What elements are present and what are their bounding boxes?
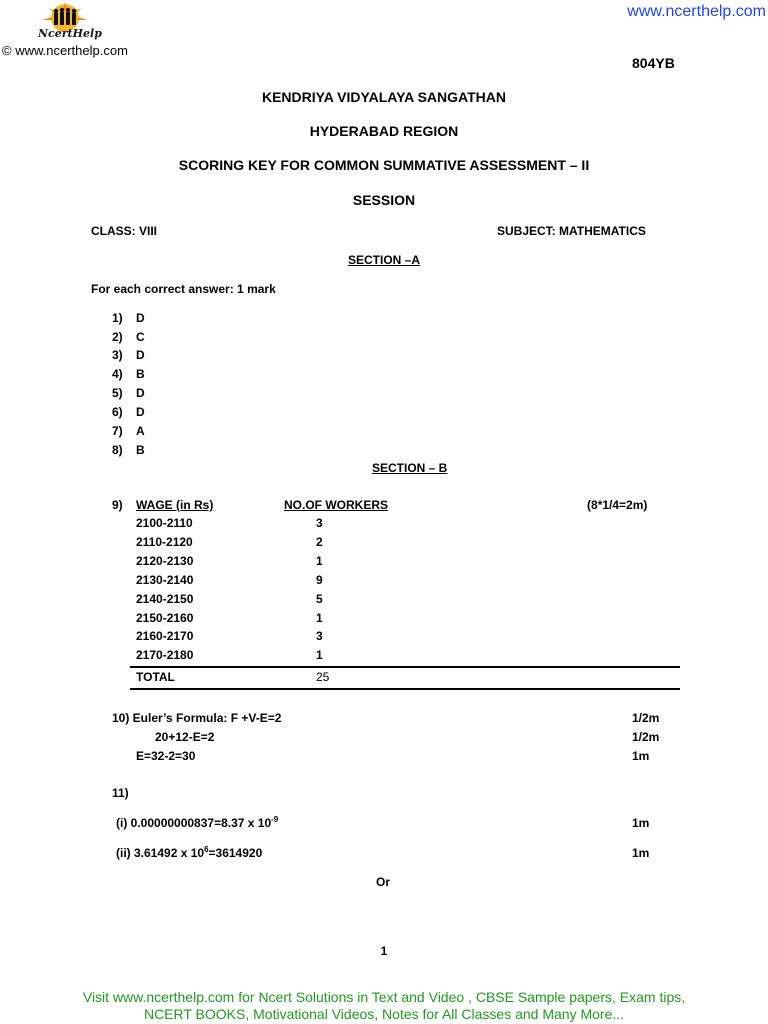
table-cell-wage: 2100-2110 xyxy=(136,516,193,530)
section-b-title: SECTION – B xyxy=(372,461,448,475)
q11-number: 11) xyxy=(112,786,129,800)
q10-line3: E=32-2=30 xyxy=(136,749,196,763)
table-cell-wage: 2140-2150 xyxy=(136,592,194,606)
answer-value: D xyxy=(136,386,145,400)
page-number: 1 xyxy=(380,944,388,958)
section-a-instruction: For each correct answer: 1 mark xyxy=(91,282,276,296)
answer-number: 4) xyxy=(112,367,123,381)
answer-number: 8) xyxy=(112,443,123,457)
q10-mark2: 1/2m xyxy=(632,730,660,744)
q11-or: Or xyxy=(376,875,391,889)
table-total-value: 25 xyxy=(316,670,330,684)
assessment-title: SCORING KEY FOR COMMON SUMMATIVE ASSESSMENT – II xyxy=(178,157,590,173)
q11-part-i-text: (i) 0.00000000837=8.37 x 10 xyxy=(116,816,272,830)
q11-part-ii-exponent: 6 xyxy=(204,845,209,854)
table-cell-wage: 2160-2170 xyxy=(136,629,194,643)
q9-col-workers: NO.OF WORKERS xyxy=(284,498,388,512)
answer-value: D xyxy=(136,405,145,419)
table-cell-workers: 3 xyxy=(316,516,323,530)
table-cell-wage: 2110-2120 xyxy=(136,535,193,549)
org-title: KENDRIYA VIDYALAYA SANGATHAN xyxy=(261,89,506,105)
session-title: SESSION xyxy=(352,192,416,208)
answer-number: 2) xyxy=(112,330,123,344)
site-link[interactable]: www.ncerthelp.com xyxy=(627,3,766,20)
answer-number: 5) xyxy=(112,386,123,400)
q10-line2: 20+12-E=2 xyxy=(155,730,215,744)
q11-part-ii-text: (ii) 3.61492 x 10 xyxy=(116,846,205,860)
copyright-text: © www.ncerthelp.com xyxy=(2,43,128,58)
q11-part-ii-result: =3614920 xyxy=(208,846,263,860)
answer-value: B xyxy=(136,443,145,457)
answer-value: C xyxy=(136,330,145,344)
q9-marks: (8*1/4=2m) xyxy=(587,498,648,512)
table-divider xyxy=(130,666,680,668)
answer-value: D xyxy=(136,311,145,325)
table-divider xyxy=(130,688,680,690)
answer-number: 7) xyxy=(112,424,123,438)
answer-number: 1) xyxy=(112,311,123,325)
table-cell-workers: 1 xyxy=(316,648,323,662)
q10-mark1: 1/2m xyxy=(632,711,660,725)
table-cell-workers: 1 xyxy=(316,611,323,625)
table-cell-wage: 2130-2140 xyxy=(136,573,194,587)
section-a-title: SECTION –A xyxy=(347,253,420,267)
table-cell-wage: 2170-2180 xyxy=(136,648,194,662)
answer-number: 3) xyxy=(112,348,123,362)
answer-value: D xyxy=(136,348,145,362)
answer-value: B xyxy=(136,367,145,381)
region-title: HYDERABAD REGION xyxy=(309,123,459,139)
table-cell-wage: 2120-2130 xyxy=(136,554,194,568)
subject-label: SUBJECT: MATHEMATICS xyxy=(497,224,646,238)
table-cell-workers: 1 xyxy=(316,554,323,568)
q11-part-i xyxy=(116,816,278,830)
paper-code: 804YB xyxy=(632,55,675,71)
table-cell-wage: 2150-2160 xyxy=(136,611,194,625)
q11-part-ii xyxy=(116,846,262,860)
q11-part-i-mark: 1m xyxy=(632,816,650,830)
q9-number: 9) xyxy=(112,498,123,512)
table-total-label: TOTAL xyxy=(136,670,175,684)
answer-value: A xyxy=(136,424,145,438)
class-label: CLASS: VIII xyxy=(91,224,158,238)
table-cell-workers: 2 xyxy=(316,535,323,549)
footer-line-2[interactable]: NCERT BOOKS, Motivational Videos, Notes for All Classes and Many More... xyxy=(143,1006,625,1022)
logo-wordmark: NcertHelp xyxy=(38,27,102,40)
q9-col-wage: WAGE (in Rs) xyxy=(136,498,214,512)
answer-number: 6) xyxy=(112,405,123,419)
q10-line1: 10) Euler’s Formula: F +V-E=2 xyxy=(112,711,282,725)
q11-part-ii-mark: 1m xyxy=(632,846,650,860)
q10-mark3: 1m xyxy=(632,749,650,763)
table-cell-workers: 5 xyxy=(316,592,323,606)
q11-part-i-exponent: -9 xyxy=(271,815,279,824)
table-cell-workers: 3 xyxy=(316,629,323,643)
footer-line-1[interactable]: Visit www.ncerthelp.com for Ncert Solutions in Text and Video , CBSE Sample papers, Exam tips, xyxy=(82,989,686,1005)
table-cell-workers: 9 xyxy=(316,573,323,587)
